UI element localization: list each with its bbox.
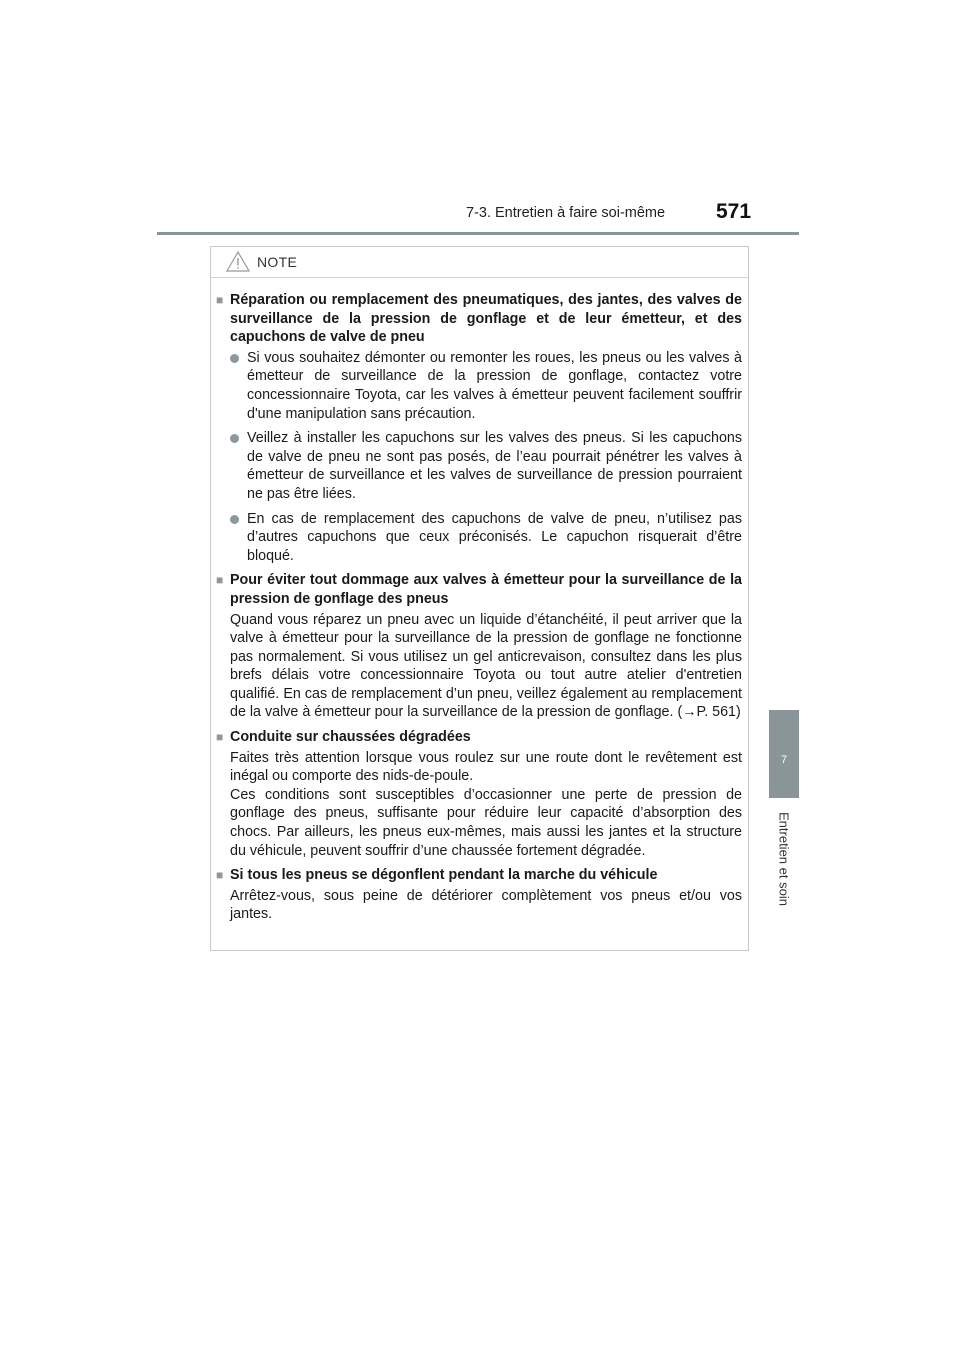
note-label: NOTE [257,254,298,270]
bullet-text: En cas de remplacement des capuchons de valve de pneu, n’utilisez pas d’autres capuchons que ceux préconisés. Le capuchon risquerait d’être bloqué. [247,510,742,564]
paragraph: Quand vous réparez un pneu avec un liquide d’étanchéité, il peut arriver que la valve à émetteur pour la surveillance de la pression de gonflage ne fonctionne pas normalement. Si vous utilisez un gel anticrevaison, consultez dans les plus brefs délais votre concessionnaire Toyota ou tout autre atelier d'entretien qualifié. En cas de remplacement d’un pneu, veillez également au remplacement de la valve à émetteur pour la surveillance de la pression de gonflage. (→P. 561) [230,611,742,721]
header-divider [157,232,799,235]
section-heading-text: Si tous les pneus se dégonflent pendant la marche du véhicule [230,867,658,884]
section-heading [216,728,742,747]
bullet-text: Veillez à installer les capuchons sur les valves des pneus. Si les capuchons de valve de pneu ne sont pas posés, de l’eau pourrait pénétrer les valves à émetteur de surveillance et les valves de surveillance de pression pourraient ne pas être liées. [247,430,742,502]
page-number: 571 [716,200,752,223]
paragraph: Ces conditions sont susceptibles d’occasionner une perte de pression de gonflage des pneus, suffisante pour réduire leur capacité d’absorption des chocs. Par ailleurs, les pneus eux-mêmes, mais aussi les jantes et la structure du véhicule, peuvent souffrir d’une chaussée fortement dégradée. [230,786,742,859]
round-bullet-icon [230,515,239,524]
bullet-text: Si vous souhaitez démonter ou remonter les roues, les pneus ou les valves à émetteur de surveillance de la pression de gonflage, contactez votre concessionnaire Toyota, car les valves à émetteur peuvent facilement souffrir d'une manipulation sans précaution. [247,349,742,422]
bullet-item [230,349,742,423]
section-heading-text: Pour éviter tout dommage aux valves à émetteur pour la surveillance de la pression de gonflage des pneus [230,572,742,607]
note-header [211,247,748,278]
section-heading [216,571,742,608]
chapter-label-text: Entretien et soin [776,812,792,906]
section-heading-text: Conduite sur chaussées dégradées [230,729,471,746]
paragraph: Faites très attention lorsque vous roulez sur une route dont le revêtement est inégal ou comporte des nids-de-poule. [230,749,742,785]
bullet-item [230,429,742,503]
chapter-tab: 7 [769,710,799,798]
bullet-item [230,510,742,566]
square-bullet-icon: ■ [216,293,224,307]
section-heading-text: Réparation ou remplacement des pneumatiques, des jantes, des valves de surveillance de la pression de gonflage et de leur émetteur, et des capuchons de valve de pneu [230,292,742,346]
square-bullet-icon: ■ [216,573,224,588]
note-box [210,246,749,951]
section-title: 7-3. Entretien à faire soi-même [466,205,666,221]
section-heading [216,291,742,347]
square-bullet-icon: ■ [216,730,224,745]
round-bullet-icon [230,354,239,363]
square-bullet-icon: ■ [216,868,224,883]
paragraph: Arrêtez-vous, sous peine de détériorer complètement vos pneus et/ou vos jantes. [230,887,742,923]
note-body [211,278,748,924]
warning-triangle-icon [226,251,250,272]
round-bullet-icon [230,434,239,443]
section-heading [216,866,742,885]
